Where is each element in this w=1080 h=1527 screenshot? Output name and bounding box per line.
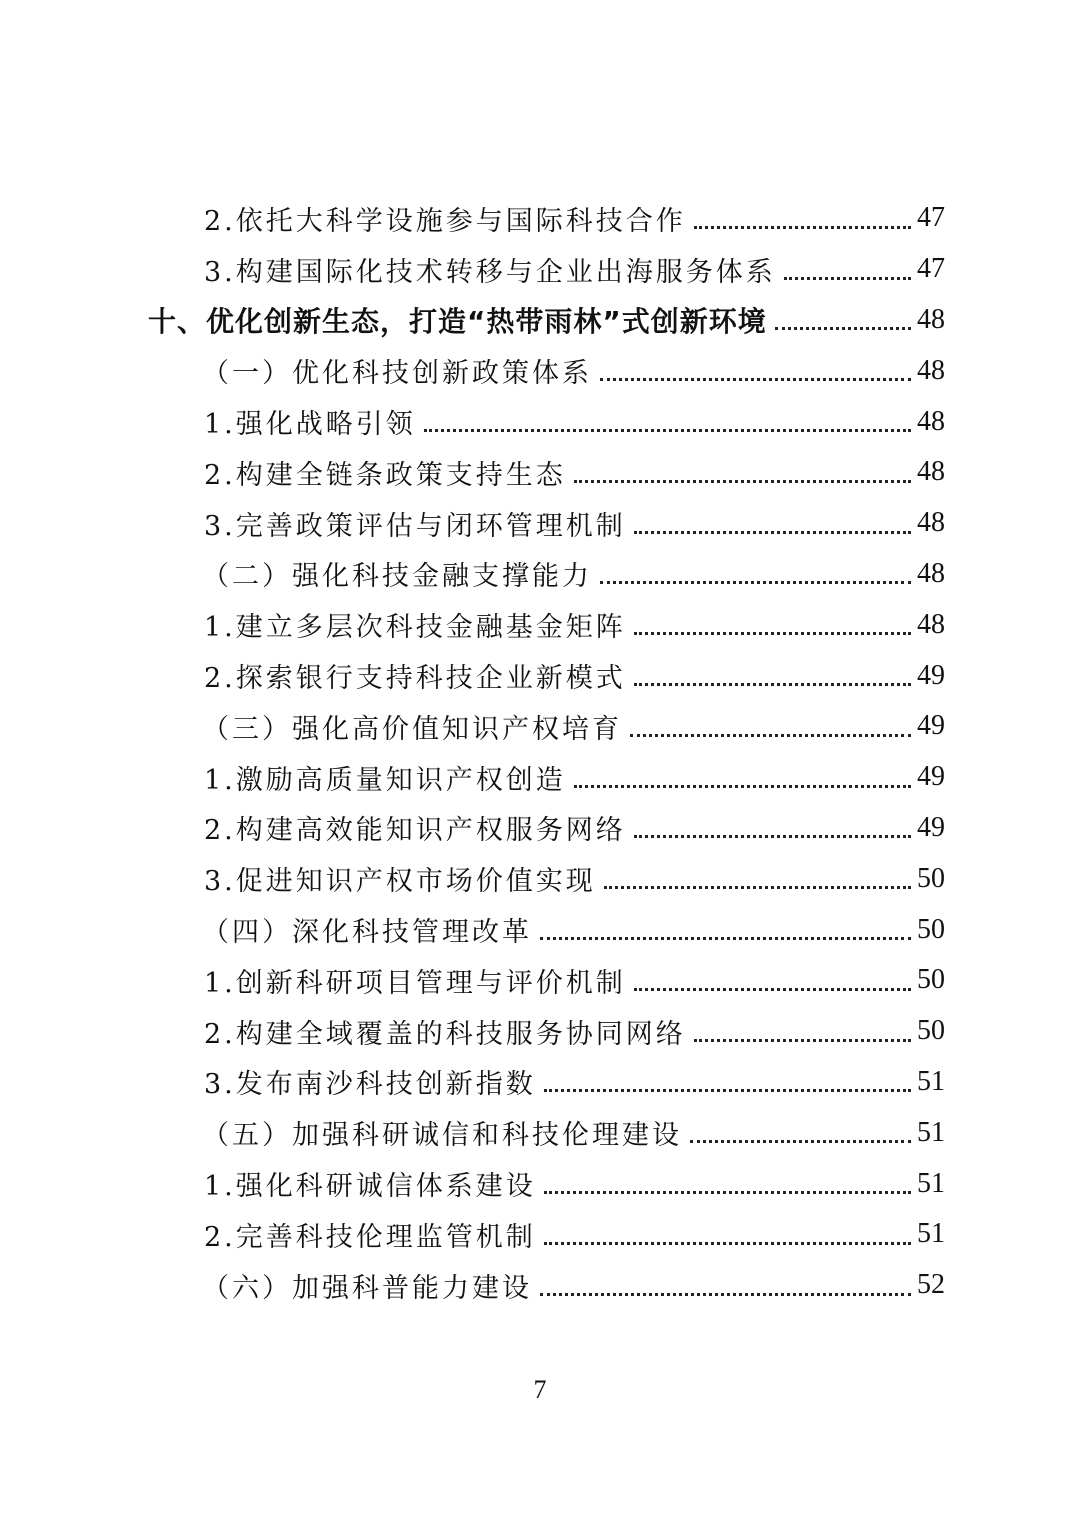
toc-entry-page: 48 bbox=[917, 405, 945, 437]
toc-entry-title: 1.强化战略引领 bbox=[204, 409, 416, 441]
toc-entry-title: 十、优化创新生态，打造“热带雨林”式创新环境 bbox=[148, 304, 767, 338]
toc-entry-page: 48 bbox=[917, 507, 945, 539]
dot-leader bbox=[694, 226, 911, 229]
toc-entry-page: 49 bbox=[917, 659, 945, 691]
toc-entry bbox=[0, 1006, 1080, 1057]
toc-entry-title: 1.创新科研项目管理与评价机制 bbox=[204, 967, 626, 999]
toc-entry-page: 52 bbox=[917, 1269, 945, 1301]
toc-entry-page: 48 bbox=[917, 303, 945, 335]
toc-entry bbox=[0, 244, 1080, 295]
dot-leader bbox=[424, 429, 911, 432]
toc-entry bbox=[0, 752, 1080, 803]
dot-leader bbox=[634, 632, 911, 635]
toc-entry-title: （三）强化高价值知识产权培育 bbox=[202, 713, 622, 745]
dot-leader bbox=[630, 734, 911, 737]
toc-entry-title: （四）深化科技管理改革 bbox=[202, 917, 532, 949]
dot-leader bbox=[775, 327, 911, 330]
toc-entry bbox=[0, 1209, 1080, 1260]
dot-leader bbox=[784, 277, 911, 280]
toc-entry-page: 50 bbox=[917, 913, 945, 945]
dot-leader bbox=[634, 683, 911, 686]
toc-entry-page: 48 bbox=[917, 456, 945, 488]
dot-leader bbox=[540, 1293, 911, 1296]
toc-entry-page: 51 bbox=[917, 1065, 945, 1097]
dot-leader bbox=[634, 988, 911, 991]
dot-leader bbox=[600, 581, 911, 584]
dot-leader bbox=[694, 1039, 911, 1042]
toc-entry bbox=[0, 853, 1080, 904]
toc-entry bbox=[0, 1057, 1080, 1108]
toc-entry-page: 50 bbox=[917, 862, 945, 894]
toc-entry-title: 3.发布南沙科技创新指数 bbox=[204, 1069, 536, 1101]
toc-entry-page: 48 bbox=[917, 557, 945, 589]
toc-entry bbox=[0, 904, 1080, 955]
toc-entry bbox=[0, 193, 1080, 244]
toc-entry bbox=[0, 599, 1080, 650]
dot-leader bbox=[634, 835, 911, 838]
toc-entry-page: 50 bbox=[917, 1015, 945, 1047]
toc-entry bbox=[0, 1107, 1080, 1158]
toc-entry-title: 1.激励高质量知识产权创造 bbox=[204, 764, 566, 796]
toc-entry-title: 3.促进知识产权市场价值实现 bbox=[204, 866, 596, 898]
dot-leader bbox=[574, 480, 911, 483]
toc-entry-title: 2.构建全域覆盖的科技服务协同网络 bbox=[204, 1018, 686, 1050]
toc-entry bbox=[0, 701, 1080, 752]
dot-leader bbox=[604, 886, 911, 889]
toc-entry-title: 2.构建高效能知识产权服务网络 bbox=[204, 815, 626, 847]
toc-entry-page: 47 bbox=[917, 202, 945, 234]
toc-entry bbox=[0, 549, 1080, 600]
toc-entry-title: 2.构建全链条政策支持生态 bbox=[204, 459, 566, 491]
toc-entry-page: 51 bbox=[917, 1116, 945, 1148]
toc-entry-page: 49 bbox=[917, 710, 945, 742]
toc-entry-page: 47 bbox=[917, 253, 945, 285]
dot-leader bbox=[574, 785, 911, 788]
dot-leader bbox=[544, 1242, 911, 1245]
toc-entry bbox=[0, 803, 1080, 854]
toc-entry-title: 2.探索银行支持科技企业新模式 bbox=[204, 663, 626, 695]
toc-entry bbox=[0, 295, 1080, 346]
toc-entry-title: 1.强化科研诚信体系建设 bbox=[204, 1171, 536, 1203]
dot-leader bbox=[540, 937, 911, 940]
dot-leader bbox=[544, 1089, 911, 1092]
toc-entry-title: 2.完善科技伦理监管机制 bbox=[204, 1221, 536, 1253]
dot-leader bbox=[690, 1140, 911, 1143]
toc-entry-title: （二）强化科技金融支撑能力 bbox=[202, 561, 592, 593]
toc-entry-title: 3.完善政策评估与闭环管理机制 bbox=[204, 510, 626, 542]
toc-entry-title: （六）加强科普能力建设 bbox=[202, 1272, 532, 1304]
page-number: 7 bbox=[533, 1375, 547, 1404]
toc-entry bbox=[0, 345, 1080, 396]
toc-entry-page: 48 bbox=[917, 354, 945, 386]
dot-leader bbox=[600, 378, 911, 381]
toc-entry-page: 48 bbox=[917, 608, 945, 640]
toc-entry-page: 50 bbox=[917, 964, 945, 996]
toc-entry-page: 49 bbox=[917, 761, 945, 793]
toc-entry-title: （一）优化科技创新政策体系 bbox=[202, 358, 592, 390]
toc-entry bbox=[0, 650, 1080, 701]
toc-entry bbox=[0, 955, 1080, 1006]
toc-entry bbox=[0, 396, 1080, 447]
table-of-contents bbox=[0, 193, 1080, 1311]
toc-entry-page: 49 bbox=[917, 811, 945, 843]
toc-entry-title: 2.依托大科学设施参与国际科技合作 bbox=[204, 205, 686, 237]
toc-entry-page: 51 bbox=[917, 1218, 945, 1250]
dot-leader bbox=[634, 531, 911, 534]
toc-entry-title: （五）加强科研诚信和科技伦理建设 bbox=[202, 1120, 682, 1152]
toc-entry-title: 3.构建国际化技术转移与企业出海服务体系 bbox=[204, 256, 776, 288]
toc-entry-title: 1.建立多层次科技金融基金矩阵 bbox=[204, 612, 626, 644]
toc-entry-page: 51 bbox=[917, 1167, 945, 1199]
toc-entry bbox=[0, 1260, 1080, 1311]
toc-entry bbox=[0, 447, 1080, 498]
toc-entry bbox=[0, 1158, 1080, 1209]
dot-leader bbox=[544, 1191, 911, 1194]
toc-entry bbox=[0, 498, 1080, 549]
